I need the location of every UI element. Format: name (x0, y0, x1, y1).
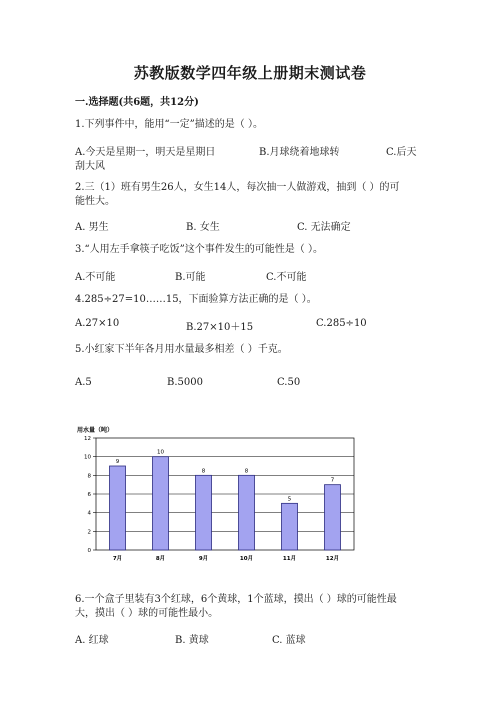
question-2-option-c: C. 无法确定 (297, 222, 351, 233)
bar (110, 466, 126, 550)
question-1-stem: 1.下列事件中，能用“一定”描述的是（ ）。 (75, 119, 263, 130)
question-3-option-a: A.不可能 (75, 272, 116, 283)
bar-value-label: 5 (287, 496, 292, 503)
y-tick-label: 8 (87, 473, 91, 480)
bar-value-label: 8 (201, 468, 206, 475)
x-tick-label: 9月 (198, 556, 209, 562)
question-5-option-b: B.5000 (167, 377, 203, 388)
bar (239, 475, 255, 550)
x-tick-label: 10月 (239, 556, 254, 562)
bar-value-label: 10 (157, 449, 164, 456)
water-usage-bar-chart (60, 420, 360, 570)
y-tick-label: 12 (84, 436, 91, 442)
question-3-option-c: C.不可能 (266, 272, 307, 283)
page-title: 苏教版数学四年级上册期末测试卷 (133, 64, 367, 82)
question-4-option-c: C.285÷10 (316, 318, 367, 329)
question-4-option-b: B.27×10＋15 (186, 322, 254, 333)
question-5-option-c: C.50 (277, 377, 301, 388)
bar-value-label: 9 (115, 459, 120, 465)
question-3-option-b: B.可能 (175, 272, 206, 283)
question-5-stem: 5.小红家下半年各月用水量最多相差（ ）千克。 (75, 344, 288, 355)
question-6-option-b: B. 黄球 (175, 635, 209, 646)
x-tick-label: 8月 (155, 556, 166, 562)
question-1-option-c-continued: 刮大风 (75, 161, 105, 172)
x-tick-label: 12月 (325, 556, 340, 562)
question-4-option-a: A.27×10 (75, 318, 120, 329)
question-2-stem-continued: 能性大。 (75, 196, 115, 207)
bar (153, 457, 169, 550)
question-1-option-c: C.后天 (386, 147, 417, 158)
question-2-stem: 2.三（1）班有男生26人，女生14人，每次抽一人做游戏，抽到（ ）的可 (75, 182, 400, 193)
question-6-option-a: A. 红球 (75, 635, 109, 646)
chart-ylabel: 用水量（吨） (77, 427, 114, 434)
bar (325, 485, 341, 550)
bar (196, 475, 212, 550)
x-tick-label: 7月 (112, 556, 123, 562)
question-6-option-c: C. 蓝球 (272, 635, 306, 646)
question-6-stem-continued: 大，摸出（ ）球的可能性最小。 (75, 608, 219, 619)
y-tick-label: 4 (87, 510, 91, 517)
section-heading: 一.选择题(共6题，共12分) (75, 97, 199, 108)
question-3-stem: 3.“人用左手拿筷子吃饭”这个事件发生的可能性是（ ）。 (75, 244, 323, 255)
bar-value-label: 7 (330, 477, 335, 484)
question-1-option-a: A.今天是星期一，明天是星期日 (75, 147, 216, 158)
y-tick-label: 2 (87, 529, 91, 536)
y-tick-label: 6 (87, 492, 91, 498)
bar-value-label: 8 (244, 468, 249, 475)
y-tick-label: 0 (87, 548, 91, 554)
question-2-option-a: A. 男生 (75, 222, 109, 233)
question-4-stem: 4.285÷27=10……15，下面验算方法正确的是（ ）。 (75, 294, 317, 305)
x-tick-label: 11月 (282, 556, 297, 562)
y-tick-label: 10 (84, 454, 91, 461)
question-5-option-a: A.5 (75, 377, 92, 388)
question-2-option-b: B. 女生 (186, 222, 220, 233)
question-6-stem: 6.一个盒子里装有3个红球，6个黄球，1个蓝球，摸出（ ）球的可能性最 (75, 594, 397, 605)
question-1-option-b: B.月球绕着地球转 (259, 147, 340, 158)
bar (282, 503, 298, 550)
